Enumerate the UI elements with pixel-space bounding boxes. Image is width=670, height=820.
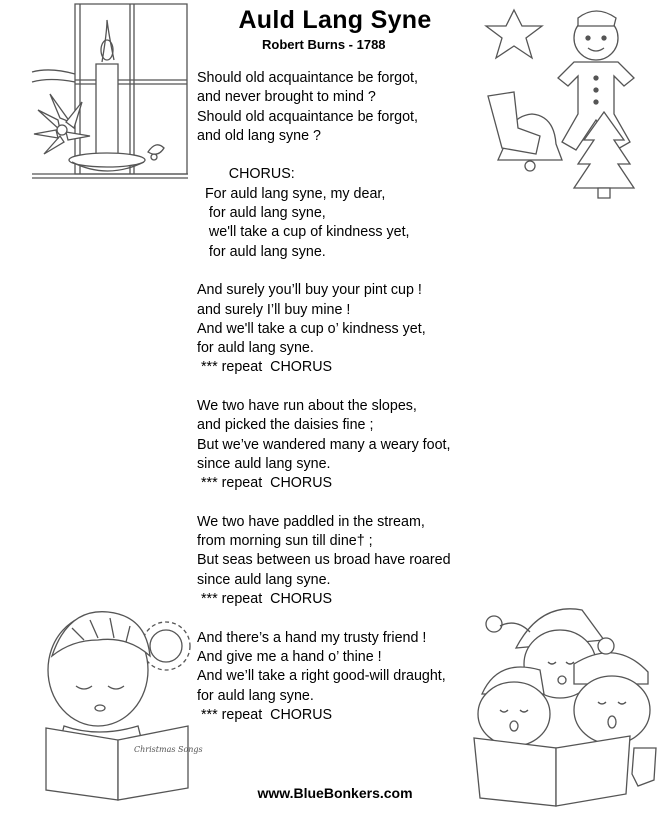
- lyric-line: and picked the daisies fine ;: [197, 417, 374, 434]
- lyrics: [197, 69, 497, 725]
- lyric-line: And there’s a hand my trusty friend !: [197, 629, 427, 646]
- lyric-line: And we'll take a cup o’ kindness yet,: [197, 320, 426, 337]
- repeat-chorus-note: *** repeat CHORUS: [197, 359, 333, 376]
- lyric-line: We two have paddled in the stream,: [197, 513, 425, 530]
- chorus: [197, 165, 497, 261]
- repeat-chorus-note: *** repeat CHORUS: [197, 475, 333, 492]
- lyric-line: And give me a hand o’ thine !: [197, 648, 382, 665]
- lyric-line: from morning sun till dine† ;: [197, 533, 373, 550]
- cookie-cutters-illustration: [484, 4, 664, 204]
- song-title: Auld Lang Syne: [238, 6, 432, 34]
- lyric-line: and old lang syne ?: [197, 127, 322, 144]
- lyric-line: For auld lang syne, my dear,: [197, 185, 386, 202]
- song-author: Robert Burns - 1788: [262, 37, 386, 52]
- lyric-line: Should old acquaintance be forgot,: [197, 108, 418, 125]
- lyric-line: since auld lang syne.: [197, 571, 331, 588]
- lyric-line: since auld lang syne.: [197, 455, 331, 472]
- repeat-chorus-note: *** repeat CHORUS: [197, 706, 333, 723]
- verse-1: [197, 69, 497, 146]
- lyric-line: for auld lang syne.: [197, 340, 314, 357]
- verse-4: [197, 513, 497, 609]
- verse-3: [197, 397, 497, 493]
- lyric-line: we'll take a cup of kindness yet,: [197, 224, 410, 241]
- book-cover-text: Christmas Songs: [134, 745, 203, 754]
- chorus-heading: CHORUS:: [197, 166, 295, 183]
- verse-2: [197, 281, 497, 377]
- lyric-line: for auld lang syne.: [197, 687, 314, 704]
- repeat-chorus-note: *** repeat CHORUS: [197, 591, 333, 608]
- verse-5: [197, 629, 497, 725]
- lyric-line: and never brought to mind ?: [197, 89, 376, 106]
- lyric-line: We two have run about the slopes,: [197, 398, 417, 415]
- lyric-line: But we’ve wandered many a weary foot,: [197, 436, 451, 453]
- carolers-illustration: [470, 598, 665, 810]
- candle-window-illustration: [30, 2, 190, 202]
- boy-reading-illustration: [38, 600, 208, 810]
- website-footer: www.BlueBonkers.com: [257, 785, 413, 801]
- lyric-line: for auld lang syne.: [197, 243, 326, 260]
- lyric-line: And surely you’ll buy your pint cup !: [197, 282, 422, 299]
- lyric-line: And we’ll take a right good-will draught,: [197, 668, 446, 685]
- lyric-line: for auld lang syne,: [197, 205, 326, 222]
- lyric-line: Should old acquaintance be forgot,: [197, 70, 418, 86]
- lyric-line: and surely I’ll buy mine !: [197, 301, 351, 318]
- lyric-line: But seas between us broad have roared: [197, 552, 451, 569]
